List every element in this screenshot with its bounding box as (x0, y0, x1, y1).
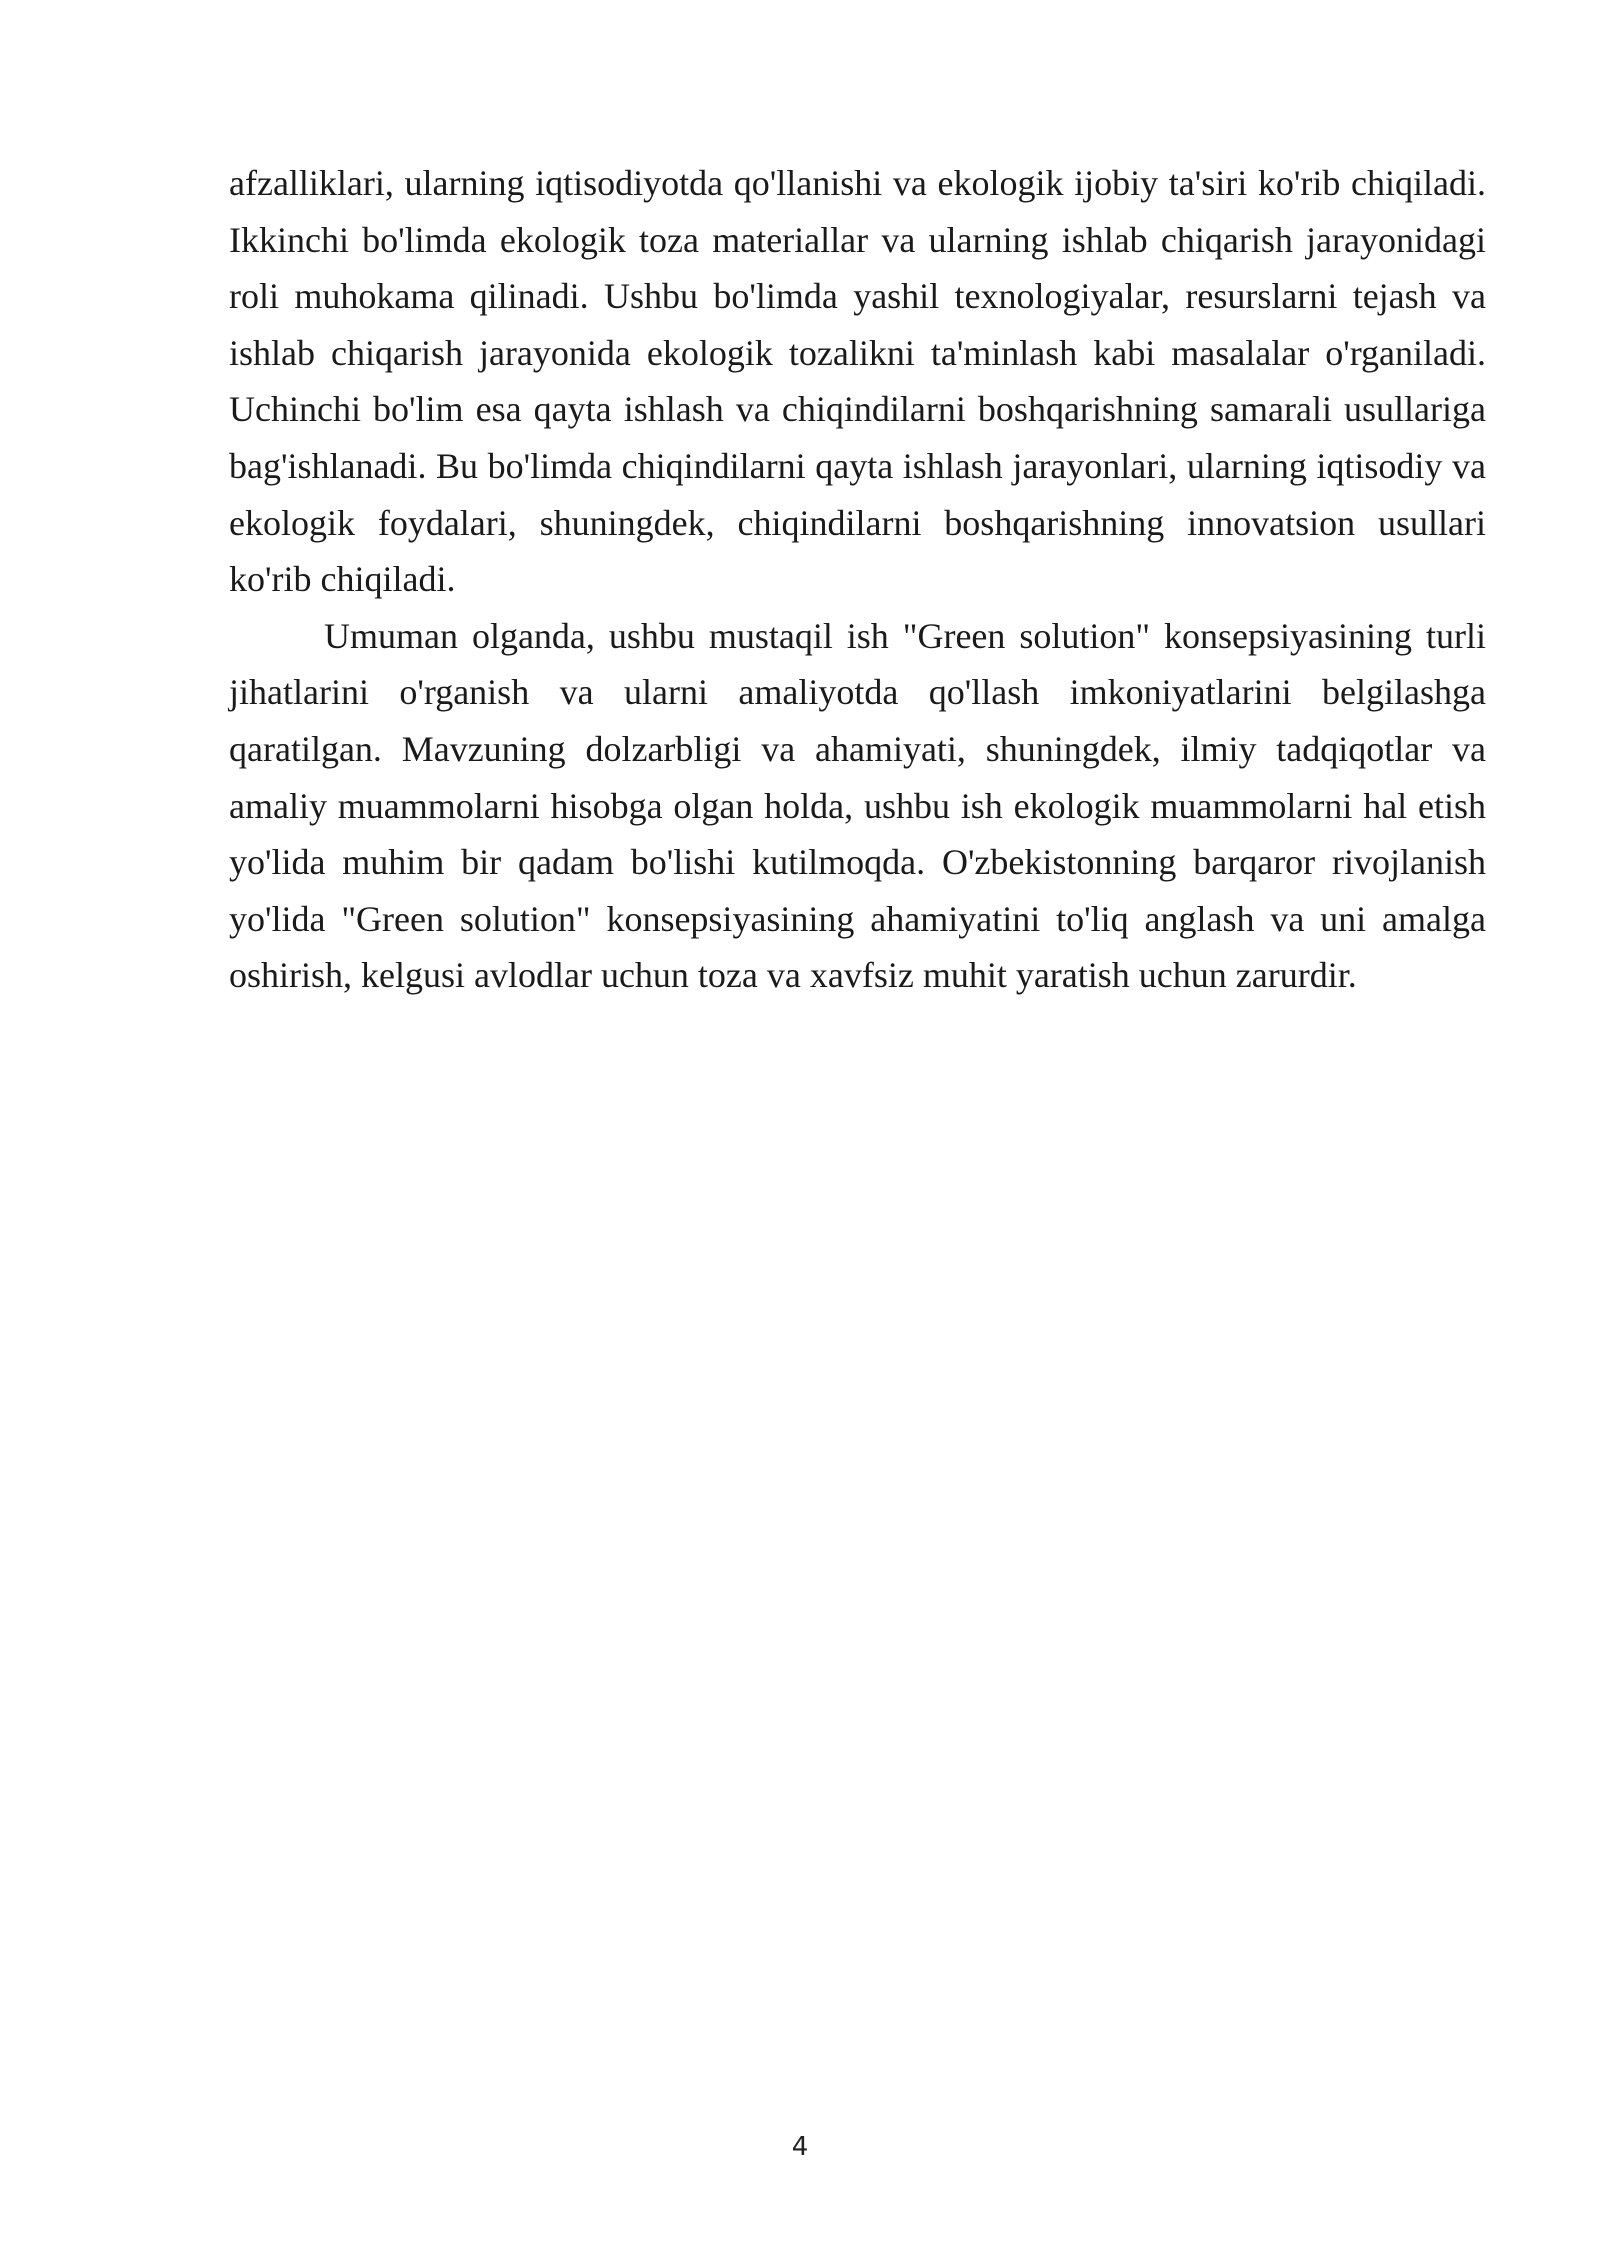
paragraph-conclusion: Umuman olganda, ushbu mustaqil ish "Green solution" konsepsiyasining turli jihatlarini o'rganish va ularni amaliyotda qo'llash imkoniyatlarini belgilashga qaratilgan. Mavzuning dolzarbligi va ahamiyati, shuningdek, ilmiy tadqiqotlar va amaliy muammolarni hisobga olgan holda, ushbu ish ekologik muammolarni hal etish yo'lida muhim bir qadam bo'lishi kutilmoqda. O'zbekistonning barqaror rivojlanish yo'lida "Green solution" konsepsiyasining ahamiyatini to'liq anglash va uni amalga oshirish, kelgusi avlodlar uchun toza va xavfsiz muhit yaratish uchun zarurdir. (229, 615, 1486, 996)
page-number: 4 (791, 2132, 809, 2162)
document-body (229, 155, 1486, 1004)
paragraph-continued: afzalliklari, ularning iqtisodiyotda qo'llanishi va ekologik ijobiy ta'siri ko'rib chiqiladi. Ikkinchi bo'limda ekologik toza materiallar va ularning ishlab chiqarish jarayonidagi roli muhokama qilinadi. Ushbu bo'limda yashil texnologiyalar, resurslarni tejash va ishlab chiqarish jarayonida ekologik tozalikni ta'minlash kabi masalalar o'rganiladi. Uchinchi bo'lim esa qayta ishlash va chiqindilarni boshqarishning samarali usullariga bag'ishlanadi. Bu bo'limda chiqindilarni qayta ishlash jarayonlari, ularning iqtisodiy va ekologik foydalari, shuningdek, chiqindilarni boshqarishning innovatsion usullari ko'rib chiqiladi. (229, 163, 1486, 600)
